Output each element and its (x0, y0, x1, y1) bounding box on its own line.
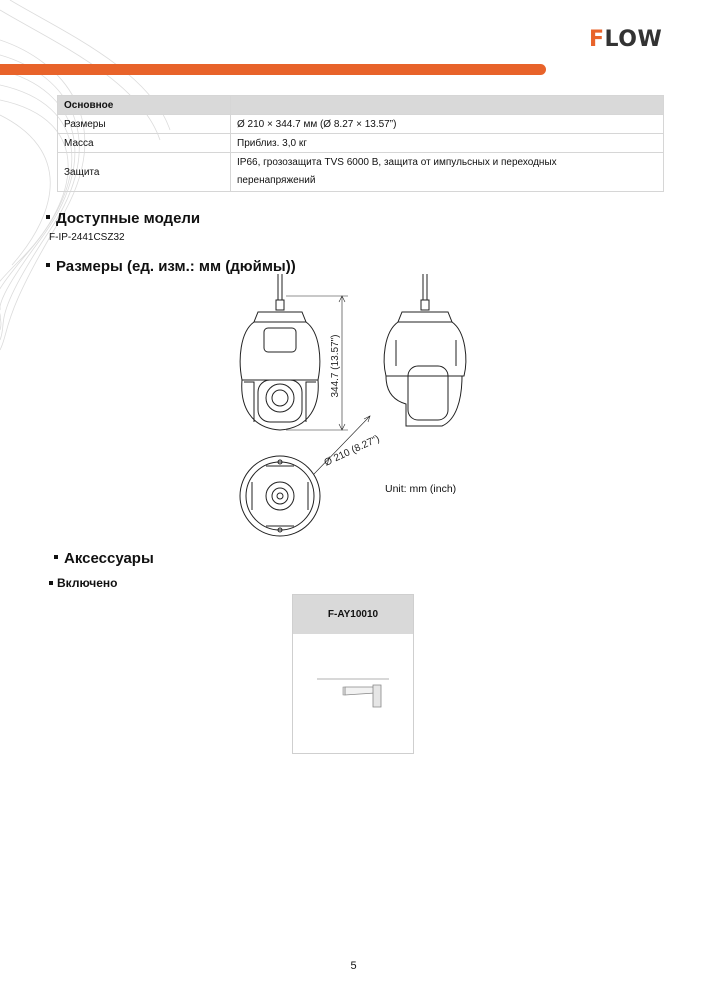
spec-value: Приблиз. 3,0 кг (231, 134, 664, 153)
spec-label: Размеры (58, 115, 231, 134)
wall-mount-bracket-icon (315, 673, 393, 713)
spec-label: Защита (58, 153, 231, 192)
camera-front-view-icon (240, 274, 320, 430)
height-label: 344.7 (13.57") (330, 334, 341, 398)
spec-table-heading-blank (231, 96, 664, 115)
dimension-drawing (230, 270, 490, 560)
spec-value (231, 153, 664, 192)
bullet-icon (54, 555, 58, 559)
camera-bottom-view-icon (240, 456, 320, 536)
spec-table (57, 95, 664, 192)
section-title-models: Доступные модели (46, 210, 200, 227)
spec-value-line: IP66, грозозащита TVS 6000 В, защита от импульсных и переходных (237, 157, 557, 168)
spec-value-line: перенапряжений (237, 175, 316, 186)
spec-table-header-row (58, 96, 664, 115)
spec-label: Масса (58, 134, 231, 153)
table-row (58, 153, 664, 192)
spec-table-heading: Основное (58, 96, 231, 115)
unit-note: Unit: mm (inch) (385, 483, 457, 495)
section-title-dimensions: Размеры (ед. изм.: мм (дюймы)) (46, 258, 296, 275)
accessory-model: F-AY10010 (293, 595, 413, 634)
table-row (58, 134, 664, 153)
model-number: F-IP-2441CSZ32 (49, 232, 125, 243)
diameter-label: Ø 210 (8.27") (322, 433, 382, 469)
header-accent-bar (0, 64, 546, 75)
camera-side-view-icon (384, 274, 466, 426)
spec-value: Ø 210 × 344.7 мм (Ø 8.27 × 13.57”) (231, 115, 664, 134)
subsection-title-included: Включено (49, 576, 117, 590)
accessory-card (292, 594, 414, 754)
section-title-accessories: Аксессуары (54, 550, 154, 567)
bullet-icon (49, 581, 53, 585)
bullet-icon (46, 263, 50, 267)
page-number: 5 (350, 960, 357, 972)
table-row (58, 115, 664, 134)
bullet-icon (46, 215, 50, 219)
brand-logo: FLOW (589, 27, 663, 52)
